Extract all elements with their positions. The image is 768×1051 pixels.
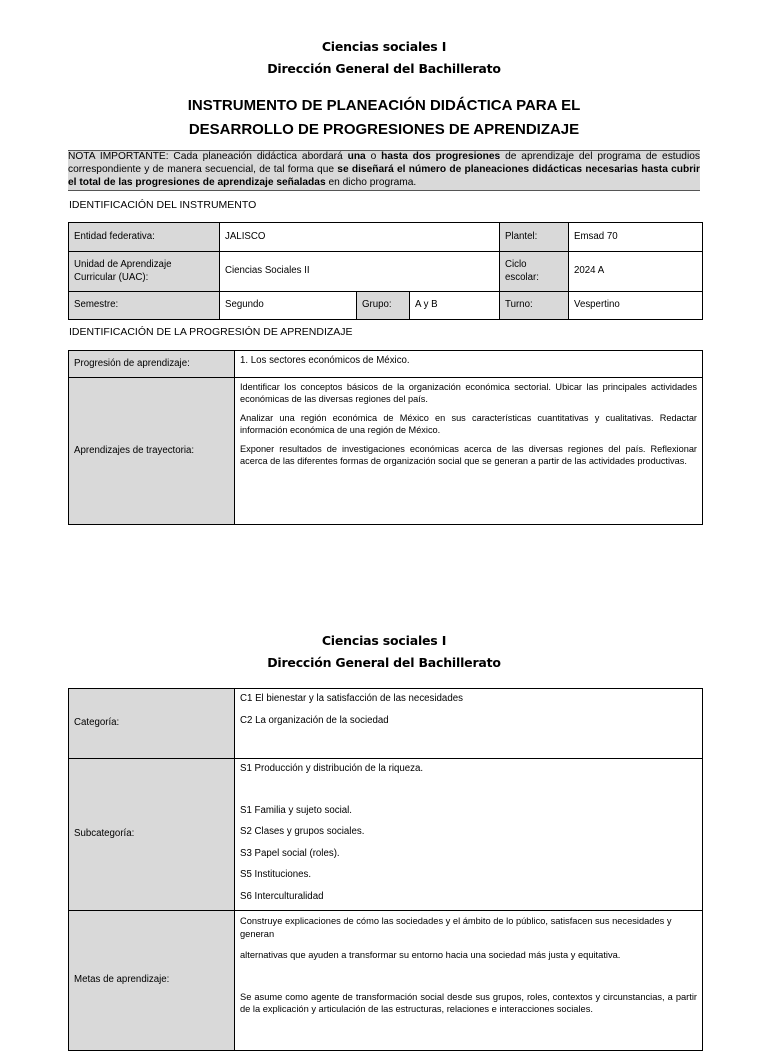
instrument-row-uac (69, 252, 703, 292)
document-title-line2: DESARROLLO DE PROGRESIONES DE APRENDIZAJE (188, 121, 580, 138)
uac-label: Unidad de Aprendizaje Curricular (UAC): (69, 252, 220, 292)
instrument-row-semestre (69, 292, 703, 320)
subcategoria-item-4: S3 Papel social (roles). (240, 847, 340, 859)
categoria-label: Categoría: (69, 689, 235, 759)
semestre-value: Segundo (220, 292, 357, 320)
categoria-value (235, 689, 703, 759)
note-bold-3: se diseñará el número de planeaciones didácticas necesarias hasta cubrir el total de las progresiones de aprendizaje señaladas (68, 163, 700, 188)
progression-table (68, 350, 703, 525)
trayectoria-value (235, 378, 703, 525)
progresion-value: 1. Los sectores económicos de México. (235, 351, 703, 378)
progression-row (69, 351, 703, 378)
note-text-2: o (365, 151, 382, 162)
instrument-row-entidad (69, 223, 703, 252)
ciclo-label: Ciclo escolar: (500, 252, 569, 292)
metas-label: Metas de aprendizaje: (69, 911, 235, 1051)
subcategory-row (69, 759, 703, 911)
page1-header-subject: Ciencias sociales I (321, 39, 447, 54)
trayectoria-paragraph-3: Exponer resultados de investigaciones económicas acerca de las diversas regiones del país. Reflexionar acerca de las diferentes formas de organización social que se generan a partir de las actividades productivas. (240, 444, 697, 466)
trajectory-row (69, 378, 703, 525)
plantel-label: Plantel: (500, 223, 569, 252)
section-id-progresion: IDENTIFICACIÓN DE LA PROGRESIÓN DE APRENDIZAJE (69, 326, 353, 338)
subcategoria-label: Subcategoría: (69, 759, 235, 911)
turno-value: Vespertino (569, 292, 703, 320)
turno-label: Turno: (500, 292, 569, 320)
section-id-instrumento: IDENTIFICACIÓN DEL INSTRUMENTO (69, 199, 257, 211)
trayectoria-paragraph-1: Identificar los conceptos básicos de la organización económica sectorial. Ubicar las principales actividades económicas de las diversas regiones del país. (240, 382, 697, 404)
note-bold-2: hasta dos progresiones (381, 151, 501, 162)
subcategoria-item-5: S5 Instituciones. (240, 869, 312, 880)
semestre-label: Semestre: (69, 292, 220, 320)
progresion-label: Progresión de aprendizaje: (69, 351, 235, 378)
ciclo-value: 2024 A (569, 252, 703, 292)
trayectoria-label: Aprendizajes de trayectoria: (69, 378, 235, 525)
page2-header-subject: Ciencias sociales I (321, 633, 447, 648)
subcategoria-item-2: S1 Familia y sujeto social. (240, 804, 352, 816)
subcategoria-item-3: S2 Clases y grupos sociales. (240, 826, 365, 837)
category-table (68, 688, 703, 1051)
categoria-item-2: C2 La organización de la sociedad (240, 714, 389, 726)
metas-line-1: Construye explicaciones de cómo las sociedades y el ámbito de lo público, satisfacen sus necesidades y generan (240, 916, 672, 939)
document-title-line1: INSTRUMENTO DE PLANEACIÓN DIDÁCTICA PARA EL (187, 97, 581, 114)
subcategoria-value (235, 759, 703, 911)
goals-row (69, 911, 703, 1051)
important-note (68, 150, 700, 191)
category-row (69, 689, 703, 759)
categoria-item-1: C1 El bienestar y la satisfacción de las necesidades (240, 693, 463, 704)
page1-header-direction: Dirección General del Bachillerato (267, 61, 501, 76)
subcategoria-item-6: S6 Interculturalidad (240, 890, 324, 902)
entidad-value: JALISCO (220, 223, 500, 252)
note-text-3: de aprendizaje del programa de estudios correspondiente y de manera secuencial, de tal forma que (68, 151, 700, 175)
metas-value (235, 911, 703, 1051)
instrument-table (68, 222, 703, 320)
plantel-value: Emsad 70 (569, 223, 703, 252)
entidad-label: Entidad federativa: (69, 223, 220, 252)
grupo-value: A y B (410, 292, 500, 320)
grupo-label: Grupo: (357, 292, 410, 320)
note-bold-1: una (347, 151, 366, 162)
metas-line-2: alternativas que ayuden a transformar su entorno hacia una sociedad más justa y equitativa. (240, 950, 621, 960)
page2-header-direction: Dirección General del Bachillerato (267, 655, 501, 670)
note-text-4: en dicho programa. (325, 176, 417, 188)
trayectoria-paragraph-2: Analizar una región económica de México en sus características cuantitativas y cualitativas. Redactar información económica de una región de México. (240, 413, 697, 435)
metas-paragraph-2: Se asume como agente de transformación social desde sus grupos, roles, contextos y circunstancias, a partir de la explicación y articulación de las estructuras, relaciones e interacciones sociales. (240, 991, 697, 1014)
subcategoria-item-1: S1 Producción y distribución de la riqueza. (240, 763, 424, 774)
uac-value: Ciencias Sociales II (220, 252, 500, 292)
note-text-1: NOTA IMPORTANTE: Cada planeación didáctica abordará (68, 151, 348, 162)
